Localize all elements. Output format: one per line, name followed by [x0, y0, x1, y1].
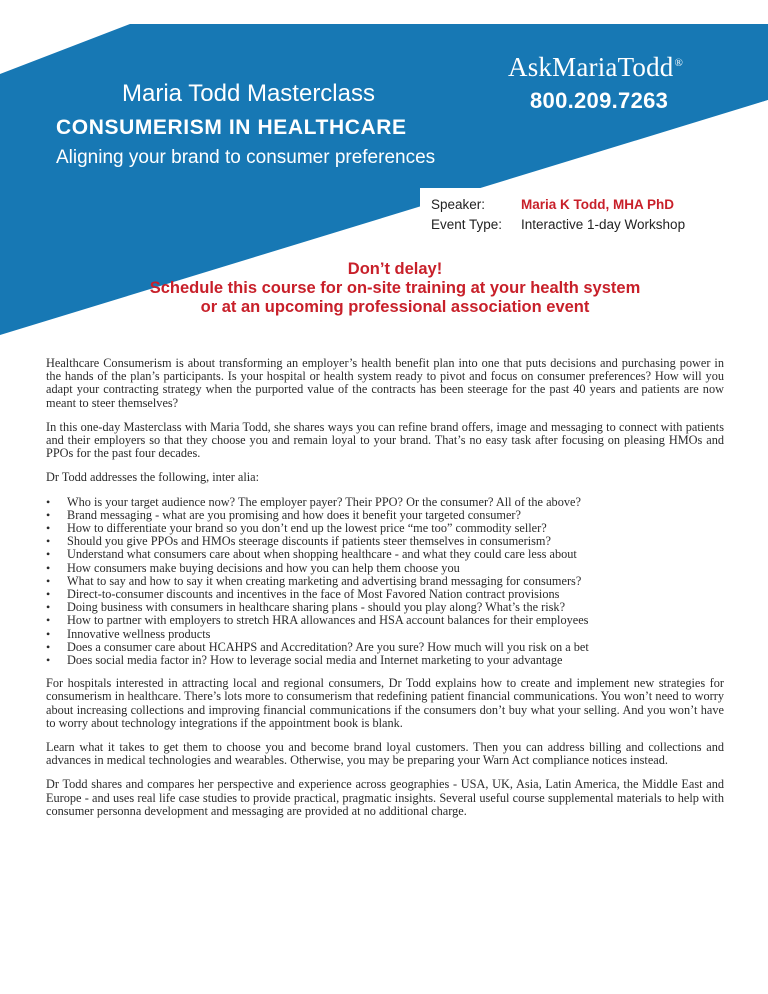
brand-name: AskMariaTodd — [508, 52, 674, 82]
event-type-row — [431, 214, 685, 234]
paragraph-geographies: Dr Todd shares and compares her perspective and experience across geographies - USA, UK, Asia, Latin America, the Middle East and Europe - and uses real life case studies to provide practical, pragmatic insights. Several useful course supplemental materials to help with consumer personna development and messaging are provided at no additional charge. — [46, 777, 724, 818]
cta-line-1: Don’t delay! — [347, 260, 443, 278]
list-item: • How consumers make buying decisions and how you can help them choose you — [46, 562, 724, 575]
list-item: • Doing business with consumers in healthcare sharing plans - should you play along? What’s the risk? — [46, 601, 724, 614]
list-item: • Understand what consumers care about when shopping healthcare - and what they could care less about — [46, 548, 724, 561]
list-item: • How to differentiate your brand so you don’t end up the lowest price “me too” commodity seller? — [46, 522, 724, 535]
list-item: • Who is your target audience now? The employer payer? Their PPO? Or the consumer? All of the above? — [46, 496, 724, 509]
paragraph-intro: Healthcare Consumerism is about transforming an employer’s health benefit plan into one that puts decisions and purchasing power in the hands of the plan’s participants. Is your hospital or health system ready to pivot and focus on consumer preferences? How will you adapt your contracting strategy when the purported value of the contracts has been steerage for the past 40 years and patients are now meant to steer themselves? — [46, 356, 724, 410]
course-title: CONSUMERISM IN HEALTHCARE — [56, 116, 407, 139]
event-meta — [431, 194, 685, 234]
masterclass-heading: Maria Todd Masterclass — [122, 80, 375, 107]
speaker-value: Maria K Todd, MHA PhD — [521, 196, 674, 212]
list-item: • How to partner with employers to stretch HRA allowances and HSA account balances for their employees — [46, 614, 724, 627]
speaker-label: Speaker: — [431, 196, 486, 212]
topics-intro: Dr Todd addresses the following, inter alia: — [46, 470, 260, 485]
list-item: • Direct-to-consumer discounts and incentives in the face of Most Favored Nation contract provisions — [46, 588, 724, 601]
list-item: • Should you give PPOs and HMOs steerage discounts if patients steer themselves in consumerism? — [46, 535, 724, 548]
topics-list — [46, 496, 724, 668]
cta-line-3: or at an upcoming professional association event — [200, 298, 590, 316]
call-to-action — [40, 260, 750, 317]
course-subtitle: Aligning your brand to consumer preferences — [56, 147, 436, 168]
paragraph-brand-loyal: Learn what it takes to get them to choose you and become brand loyal customers. Then you can address billing and collections and advances in medical technologies and wearables. Otherwise, you may be preparing your Warn Act compliance notices instead. — [46, 740, 724, 768]
list-item: • Brand messaging - what are you promising and how does it benefit your targeted consumer? — [46, 509, 724, 522]
registered-mark: ® — [674, 57, 684, 69]
paragraph-hospitals: For hospitals interested in attracting local and regional consumers, Dr Todd explains how to create and implement new strategies for consumerism in healthcare. There’s lots more to consumerism that redefining patient financial communications. You won’t need to worry about increasing collections and improving financial communications if the consumers don’t buy what your selling. And you won’t have to worry about technology integrations if the appointment book is blank. — [46, 676, 724, 730]
body-content — [46, 357, 724, 829]
event-type-label: Event Type: — [431, 216, 503, 232]
list-item: • What to say and how to say it when creating marketing and advertising brand messaging for consumers? — [46, 575, 724, 588]
list-item: • Does social media factor in? How to leverage social media and Internet marketing to your advantage — [46, 654, 724, 667]
list-item: • Innovative wellness products — [46, 628, 724, 641]
paragraph-masterclass: In this one-day Masterclass with Maria Todd, she shares ways you can refine brand offers, image and messaging to connect with patients and their employers so that they choose you and remain loyal to your brand. That’s no easy task after focusing on pleasing HMOs and PPOs for the past four decades. — [46, 419, 724, 461]
phone-number[interactable]: 800.209.7263 — [530, 88, 669, 113]
brand-logo — [508, 52, 728, 83]
speaker-row — [431, 194, 685, 214]
cta-line-2: Schedule this course for on-site training at your health system — [149, 279, 641, 297]
list-item: • Does a consumer care about HCAHPS and Accreditation? Are you sure? How much will you risk on a bet — [46, 641, 724, 654]
event-type-value: Interactive 1-day Workshop — [521, 216, 686, 232]
